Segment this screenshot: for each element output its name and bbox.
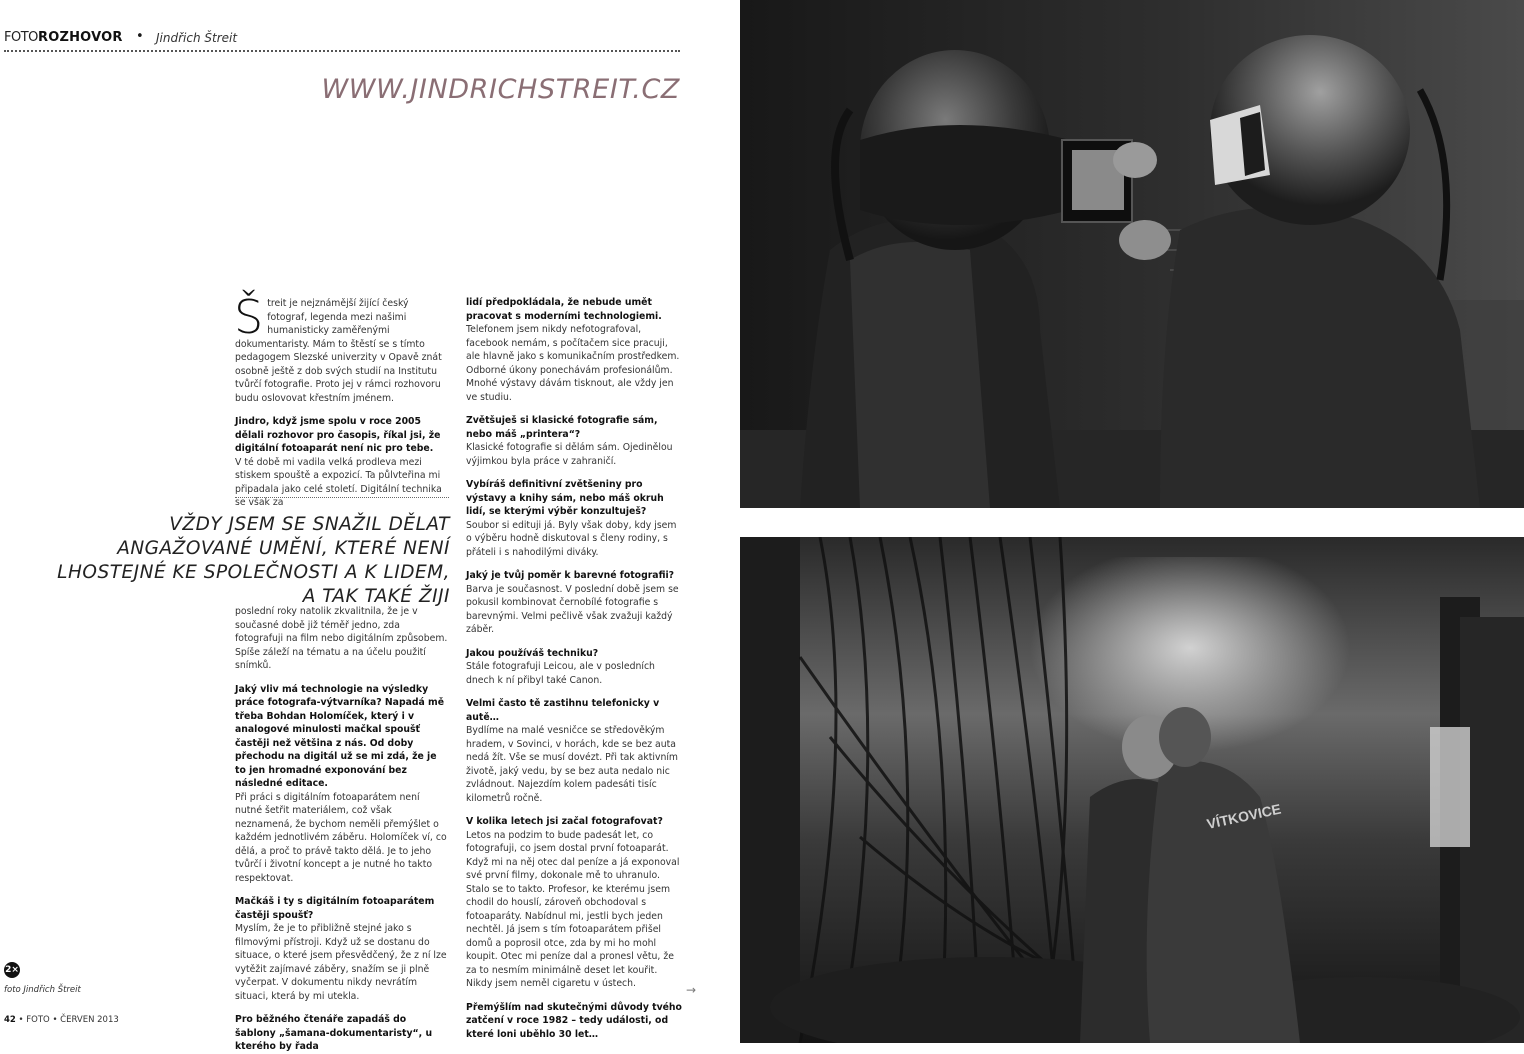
answer: Myslím, že je to přibližně stejné jako s filmovými přístroji. Když už se dostanu do situace, o které jsem přesvědčený, že z ní lze vytěžit zajímavé záběry, snažím se ji plně vyčerpat. V dokumentu nikdy nevrátím situaci, která by mi utekla.	[235, 923, 447, 1002]
answer: Stále fotografuji Leicou, ale v posledních dnech k ní přibyl také Canon.	[466, 661, 655, 686]
footer-separator: •	[52, 1015, 58, 1025]
answer: Klasické fotografie si dělám sám. Ojedinělou výjimkou byla práce v zahraničí.	[466, 442, 673, 467]
question: Přemýšlím nad skutečnými důvody tvého zatčení v roce 1982 – tedy události, od které loni uběhlo 30 let…	[466, 1001, 682, 1040]
answer: Bydlíme na malé vesničce se středověkým hradem, v Sovinci, v horách, kde se bez auta nedá žít. Vše se musí dovézt. Při tak aktivním životě, jaký vedu, by se bez auta nedalo nic zvládnout. Najezdím kolem padesáti tisíc kilometrů ročně.	[466, 725, 678, 804]
pull-quote: VŽDY JSEM SE SNAŽIL DĚLAT ANGAŽOVANÉ UMĚNÍ, KTERÉ NENÍ LHOSTEJNÉ KE SPOLEČNOSTI A K LIDEM, A TAK TAKÉ ŽIJI	[57, 514, 450, 607]
photo-welders	[740, 0, 1524, 508]
answer: V té době mi vadila velká prodleva mezi stiskem spouště a expozicí. Ta půlvteřina mi připadala jako celé století. Digitální technika se však za	[235, 456, 442, 508]
question: Mačkáš i ty s digitálním fotoaparátem častěji spoušť?	[235, 896, 435, 921]
header-author: Jindřich Štreit	[156, 31, 238, 45]
photo-count-badge: 2×	[4, 962, 20, 978]
question: Jaký je tvůj poměr k barevné fotografii?	[466, 570, 675, 581]
answer: Barva je současnost. V poslední době jsem se pokusil kombinovat černobílé fotografie s barevnými. Velmi pečlivě však zvažuji každý záběr.	[466, 583, 679, 635]
answer: Při práci s digitálním fotoaparátem není nutné šetřit materiálem, což však neznamená, že bychom neměli přemýšlet o každém jednotlivém záběru. Holomíček ví, co dělá, a proč to právě takto dělá. Je to jeho tvůrčí i životní koncept a je nutné ho takto respektovat.	[235, 791, 447, 884]
drop-cap: Š	[234, 290, 264, 344]
article-column-2	[466, 296, 682, 1041]
photo-kissing-couple-icon	[740, 537, 1524, 1043]
answer: Soubor si edituji já. Byly však doby, kdy jsem o výběru hodně diskutoval s členy rodiny, s přáteli i s nahodilými diváky.	[466, 519, 677, 558]
question: Velmi často tě zastihnu telefonicky v autě…	[466, 698, 660, 723]
question: Vybíráš definitivní zvětšeniny pro výstavy a knihy sám, nebo máš okruh lidí, se kterými výběr konzultuješ?	[466, 479, 664, 517]
magazine-name: FOTO	[26, 1015, 50, 1025]
question: Jaký vliv má technologie na výsledky práce fotografa-výtvarníka? Napadá mě třeba Bohdan Holomíček, který i v analogové minulosti mačkal spoušť častěji než většina z nás. Od doby přechodu na digitál už se mi zdá, že je to jen hromadné exponování bez následné editace.	[235, 683, 445, 789]
section-label-foto: FOTO	[4, 30, 38, 45]
page-number: 42	[4, 1015, 16, 1025]
continue-arrow-icon: →	[686, 983, 697, 997]
photo-credit: foto Jindřich Štreit	[4, 985, 81, 995]
header-separator: •	[136, 29, 144, 44]
issue-date: ČERVEN 2013	[60, 1015, 119, 1025]
page-footer	[4, 1015, 119, 1025]
question: Jindro, když jsme spolu v roce 2005 dělali rozhovor pro časopis, říkal jsi, že digitální fotoaparát není nic pro tebe.	[235, 416, 441, 454]
answer: poslední roky natolik zkvalitnila, že je v současné době již téměř jedno, zda fotografuji na film nebo digitálním způsobem. Spíše záleží na tématu a na účelu použití snímků.	[235, 606, 448, 671]
question: Pro běžného čtenáře zapadáš do šablony „šamana-dokumentaristy“, u kterého by řada	[235, 1014, 433, 1052]
jacket-text: VÍTKOVICE	[1205, 800, 1283, 832]
question: Zvětšuješ si klasické fotografie sám, nebo máš „printera“?	[466, 415, 658, 440]
question: lidí předpokládala, že nebude umět pracovat s moderními technologiemi.	[466, 297, 662, 322]
article-column-1-top	[234, 290, 449, 510]
article-column-1-bottom	[235, 605, 449, 1054]
intro-text: treit je nejznámější žijící český fotograf, legenda mezi našimi humanisticky zaměřenými dokumentaristy. Mám to štěstí se s tímto pedagogem Slezské univerzity v Opavě znát osobně ještě z dob svých studií na Institutu tvůrčí fotografie. Proto jej v rámci rozhovoru budu oslovovat křestním jménem.	[235, 298, 442, 404]
photo-kissing-couple	[740, 537, 1524, 1043]
answer: Telefonem jsem nikdy nefotografoval, facebook nemám, s počítačem sice pracuji, ale hlavně jako s komunikačním prostředkem. Odborné úkony ponechávám profesionálům. Mnohé výstavy dávám tisknout, ale vždy jen ve studiu.	[466, 324, 680, 403]
intro-paragraph	[234, 290, 449, 405]
footer-separator: •	[18, 1015, 24, 1025]
website-url: WWW.JINDRICHSTREIT.CZ	[321, 74, 680, 105]
question: Jakou používáš techniku?	[466, 647, 599, 659]
section-label-rozhovor: ROZHOVOR	[38, 30, 123, 45]
answer: Letos na podzim to bude padesát let, co fotografuji, co jsem dostal první fotoaparát. Když mi na něj otec dal peníze a já exponoval své první filmy, dokonale mě to uhranulo. Stalo se to takto. Profesor, ke kterému jsem chodil do houslí, zároveň obchodoval s fotoaparáty. Nabídnul mi, jestli bych jeden nechtěl. Já jsem s tím fotoaparátem přišel domů a poprosil otce, zda by mi ho mohl koupit. Otec mi peníze dal a pronesl větu, že za to nesmím minimálně deset let kouřit. Nikdy jsem neměl cigaretu v ústech.	[466, 829, 680, 989]
pull-quote-divider	[235, 497, 449, 498]
section-header	[4, 30, 680, 52]
photo-welders-icon	[740, 0, 1524, 508]
question: V kolika letech jsi začal fotografovat?	[466, 816, 663, 827]
